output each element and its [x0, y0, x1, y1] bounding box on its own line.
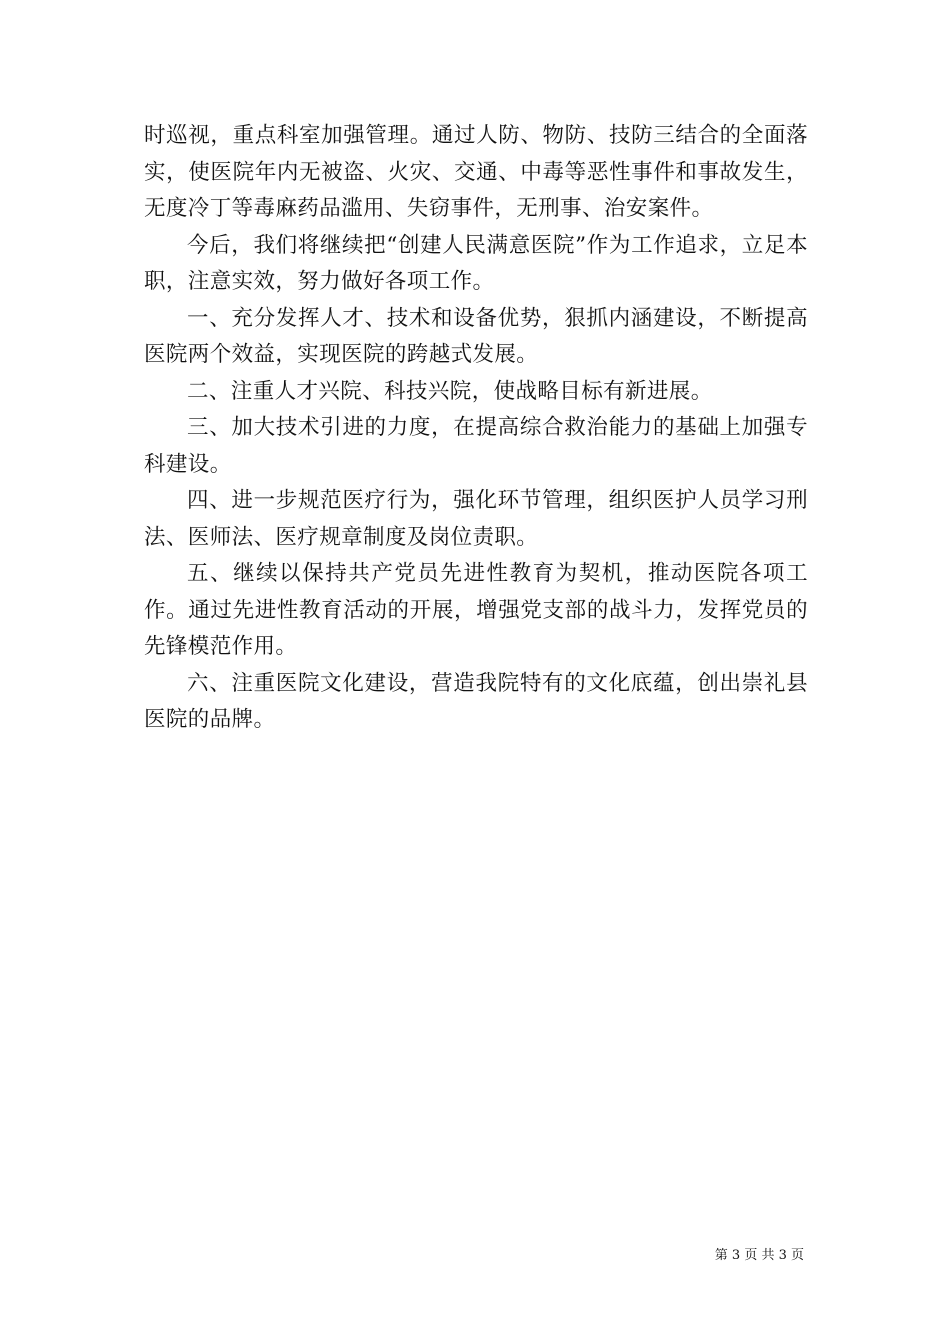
paragraph-item-3: 三、加大技术引进的力度，在提高综合救治能力的基础上加强专科建设。 — [144, 415, 808, 477]
page-number-footer: 第 3 页 共 3 页 — [714, 1248, 804, 1263]
paragraph-item-5: 五、继续以保持共产党员先进性教育为契机，推动医院各项工作。通过先进性教育活动的开展，增强党支部的战斗力，发挥党员的先锋模范作用。 — [144, 561, 808, 659]
paragraph-item-4: 四、进一步规范医疗行为，强化环节管理，组织医护人员学习刑法、医师法、医疗规章制度及岗位责职。 — [144, 488, 808, 550]
paragraph-continuation: 时巡视，重点科室加强管理。通过人防、物防、技防三结合的全面落实，使医院年内无被盗、火灾、交通、中毒等恶性事件和事故发生，无度冷丁等毒麻药品滥用、失窃事件，无刑事、治安案件。 — [144, 123, 808, 221]
paragraph-item-1: 一、充分发挥人才、技术和设备优势，狠抓内涵建设，不断提高医院两个效益，实现医院的跨越式发展。 — [144, 305, 808, 367]
document-body — [144, 118, 808, 739]
paragraph-item-6: 六、注重医院文化建设，营造我院特有的文化底蕴，创出崇礼县医院的品牌。 — [144, 670, 808, 732]
paragraph-item-2: 二、注重人才兴院、科技兴院，使战略目标有新进展。 — [187, 378, 713, 404]
paragraph-future-plans: 今后，我们将继续把“创建人民满意医院”作为工作追求，立足本职，注意实效，努力做好各项工作。 — [144, 232, 808, 294]
